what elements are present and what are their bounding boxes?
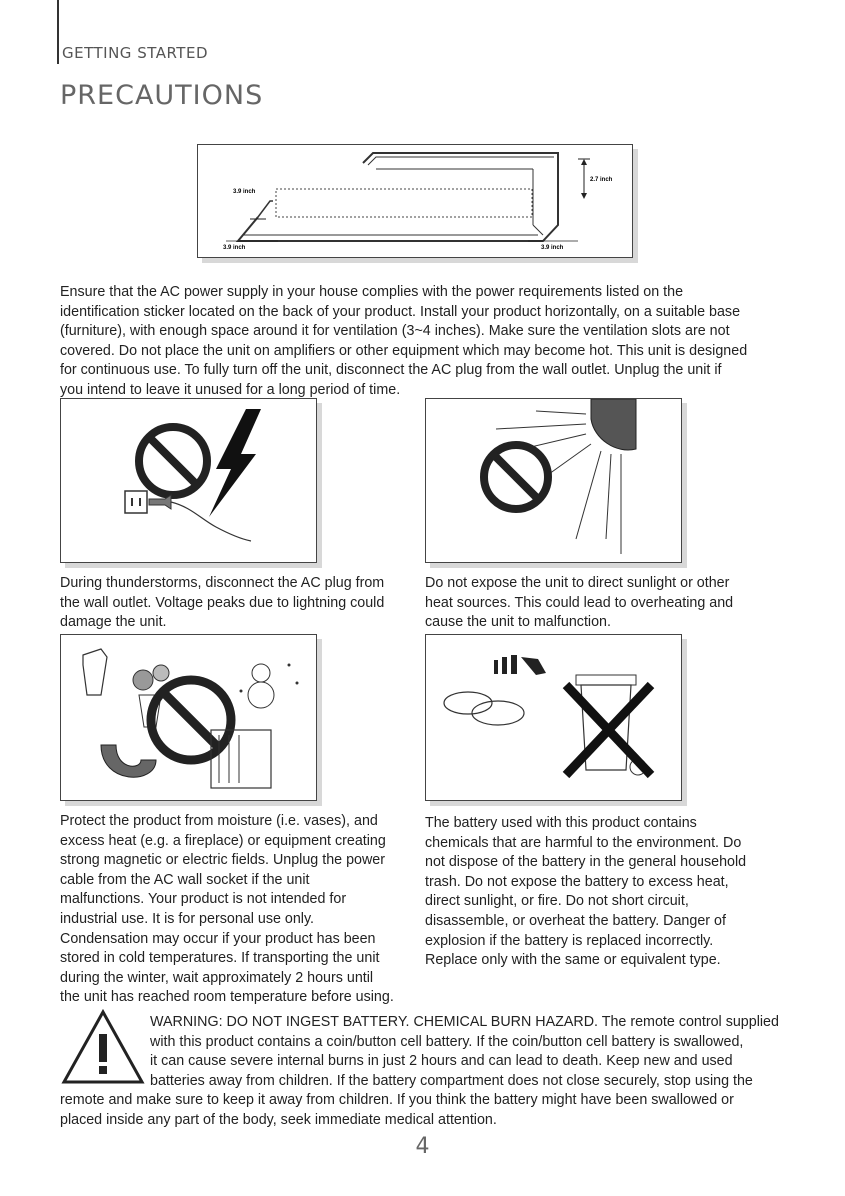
- label-right: 2.7 inch: [590, 177, 613, 183]
- lightning-plug-illustration: [61, 399, 316, 562]
- snowman-icon: [240, 664, 299, 709]
- section-label: GETTING STARTED: [62, 44, 209, 62]
- battery-illustration-box: [425, 634, 682, 801]
- battery-disposal-illustration: [426, 635, 681, 800]
- warning-text-full: remote and make sure to keep it away from children. If you think the battery might have been swallowed or placed inside any part of the body, seek immediate medical attention.: [60, 1092, 734, 1128]
- prohibited-icon: [139, 427, 207, 495]
- label-bottom-right: 3.9 inch: [541, 245, 564, 251]
- battery-text: The battery used with this product contains chemicals that are harmful to the environment. Do not dispose of the battery in the general household trash. Do not expose the battery to excess heat, direct sunlight, or fire. Do not short circuit, disassemble, or overheat the battery. Danger of explosion if the battery is replaced incorrectly. Replace only with the same or equivalent type.: [425, 815, 747, 969]
- sun-text: Do not expose the unit to direct sunlight or other heat sources. This could lead to overheating and cause the unit to malfunction.: [425, 575, 734, 631]
- thunder-illustration-box: [60, 398, 317, 563]
- lightning-bolt-icon: [209, 409, 261, 517]
- thunder-text: During thunderstorms, disconnect the AC plug from the wall outlet. Voltage peaks due to lightning could damage the unit.: [60, 575, 385, 631]
- heater-icon: [211, 730, 271, 788]
- arrow-icon: [494, 655, 546, 675]
- sun-illustration-box: [425, 398, 682, 563]
- sunlight-illustration: [426, 399, 681, 562]
- wall-socket-icon: [125, 491, 147, 513]
- label-top-left: 3.9 inch: [233, 189, 256, 195]
- warning-text-indented: WARNING: DO NOT INGEST BATTERY. CHEMICAL BURN HAZARD. The remote control supplied with this product contains a coin/button cell battery. If the coin/button cell battery is swallowed, it can cause severe internal burns in just 2 hours and can lead to death. Keep new and used batteries away from children. If the battery compartment does not close securely, stop using the: [150, 1014, 779, 1089]
- prohibited-icon: [484, 445, 548, 509]
- header-rule: [57, 0, 59, 64]
- spray-bottle-icon: [83, 649, 107, 695]
- page-title: PRECAUTIONS: [60, 80, 264, 111]
- intro-paragraph: Ensure that the AC power supply in your house complies with the power requirements listed on the identification sticker located on the back of your product. Install your product horizontally, on a suitable base (furniture), with enough space around it for ventilation (3~4 inches). Make sure the ventilation slots are not covered. Do not place the unit on amplifiers or other equipment which may become hot. This unit is designed for continuous use. To fully turn off the unit, disconnect the AC plug from the wall outlet. Unplug the unit if you intend to leave it unused for a long period of time.: [60, 284, 748, 398]
- label-bottom-left: 3.9 inch: [223, 245, 246, 251]
- moisture-text: Protect the product from moisture (i.e. vases), and excess heat (e.g. a fireplace) or equipment creating strong magnetic or electric fields. Unplug the power cable from the AC wall socket if the unit malfunctions. Your product is not intended for industrial use. It is for personal use only. Condensation may occur if your product has been stored in cold temperatures. If transporting the unit during the winter, wait approximately 2 hours until the unit has reached room temperature before using.: [60, 813, 394, 1006]
- moisture-heat-magnet-illustration: [61, 635, 316, 800]
- ventilation-diagram: [197, 144, 633, 258]
- battery-icon: [444, 692, 524, 725]
- crossed-bin-icon: [566, 675, 651, 775]
- ventilation-illustration: [198, 145, 632, 257]
- magnet-icon: [101, 745, 156, 777]
- warning-triangle-icon: [60, 1008, 146, 1086]
- moisture-illustration-box: [60, 634, 317, 801]
- page-number: 4: [415, 1134, 430, 1159]
